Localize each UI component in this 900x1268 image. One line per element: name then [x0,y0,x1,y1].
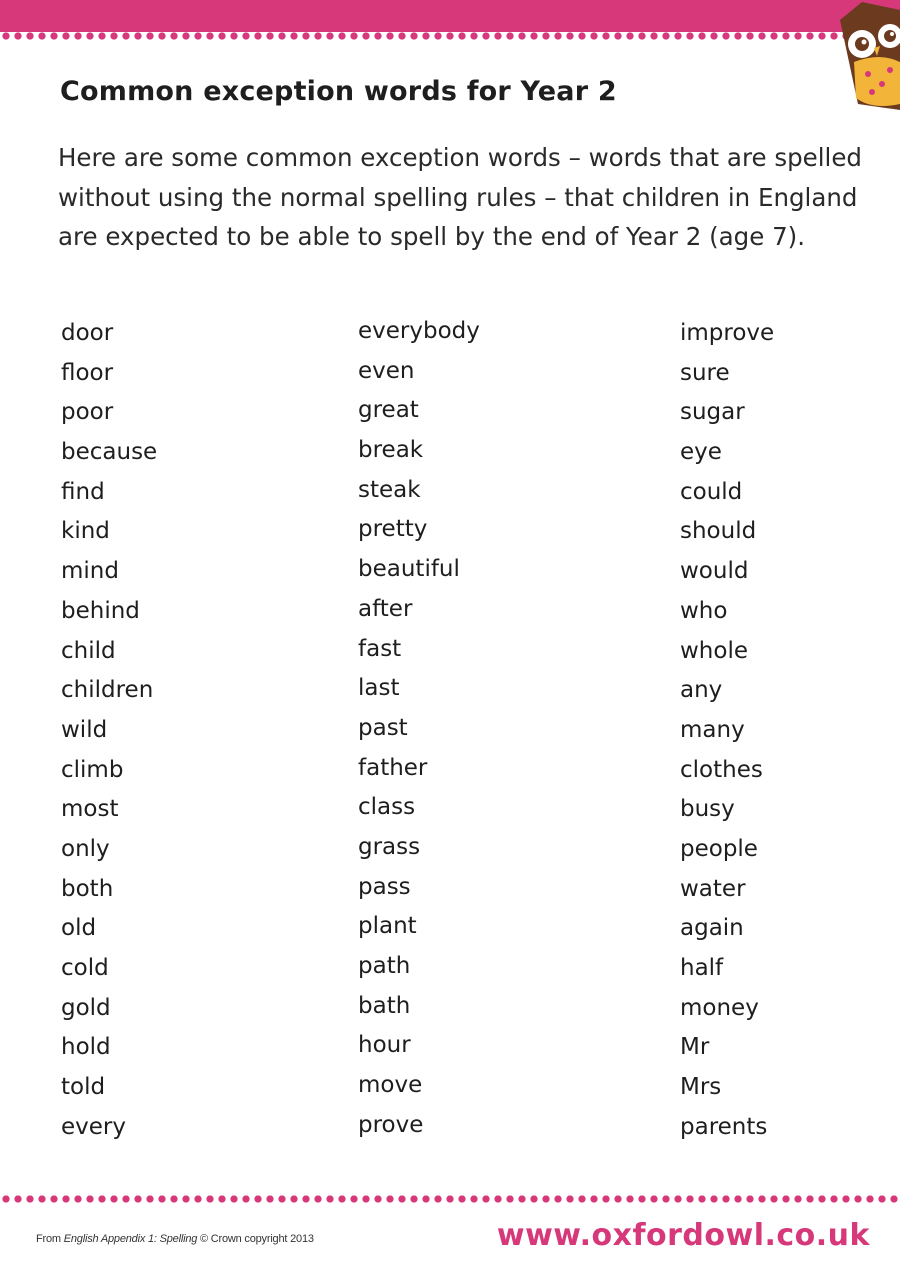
word-item: path [358,953,411,979]
top-dotted-border [0,30,900,44]
word-item: should [680,518,757,545]
word-item: bath [358,992,411,1019]
word-item: parents [680,1113,768,1140]
word-item: both [61,875,114,902]
word-item: past [358,714,408,741]
word-item: half [680,955,724,981]
word-item: fast [358,635,402,662]
word-item: grass [358,833,421,860]
word-item: pass [358,873,411,900]
word-item: people [680,835,758,862]
intro-paragraph: Here are some common exception words – words that are spelled without using the normal spelling rules – that children in England are expected to be able to spell by the end of Year 2 (age 7). [58,143,862,251]
owl-mascot-icon [810,0,900,110]
word-item: behind [61,597,140,624]
word-item: water [680,875,746,902]
word-item: floor [61,359,114,386]
word-item: would [680,558,749,585]
word-item: only [61,835,110,862]
source-prefix: From [36,1233,64,1245]
word-item: father [358,754,428,781]
word-item: hold [61,1034,111,1061]
word-item: find [61,478,105,505]
word-item: whole [680,637,749,664]
word-item: told [61,1074,106,1101]
word-item: Mr [680,1034,710,1061]
word-item: climb [61,756,124,783]
word-column-1 [61,314,157,1147]
source-suffix: © Crown copyright 2013 [197,1233,314,1245]
word-item: pretty [358,516,428,543]
word-item: even [358,357,415,384]
word-item: any [680,677,723,704]
word-item: great [358,397,419,424]
word-item: hour [358,1032,411,1059]
word-item: gold [61,994,111,1021]
word-item: clothes [680,756,763,783]
top-pink-band [0,0,900,32]
website-url[interactable]: www.oxfordowl.co.uk [496,1218,870,1253]
word-item: most [61,796,119,823]
word-item: could [680,478,743,505]
word-item: children [61,677,154,704]
word-item: class [358,794,416,821]
word-item: who [680,597,728,624]
source-footnote [36,1233,314,1245]
word-item: prove [358,1111,424,1138]
word-column-3 [680,314,774,1147]
word-item: wild [61,716,108,743]
word-item: eye [680,439,722,466]
word-item: door [61,320,114,346]
word-item: sugar [680,399,745,426]
word-item: last [358,675,400,702]
word-item: plant [358,913,417,940]
word-item: busy [680,796,735,823]
word-item: sure [680,359,730,386]
word-item: improve [680,320,775,346]
word-item: mind [61,558,119,585]
bottom-dotted-border [0,1193,900,1207]
word-item: cold [61,955,109,981]
word-item: money [680,994,759,1021]
word-item: Mrs [680,1074,722,1101]
word-item: poor [61,399,114,426]
word-column-2 [358,312,480,1145]
page-title: Common exception words for Year 2 [60,76,617,107]
source-title: English Appendix 1: Spelling [63,1233,198,1245]
word-item: steak [358,476,421,503]
word-item: child [61,637,116,664]
word-item: again [680,915,744,942]
word-item: move [358,1072,423,1099]
word-item: old [61,915,97,942]
word-item: break [358,437,424,464]
word-item: everybody [358,318,480,344]
word-item: beautiful [358,556,460,583]
word-item: many [680,716,745,743]
word-item: every [61,1113,126,1140]
word-item: kind [61,518,110,545]
word-item: because [61,439,158,466]
word-item: after [358,595,413,622]
